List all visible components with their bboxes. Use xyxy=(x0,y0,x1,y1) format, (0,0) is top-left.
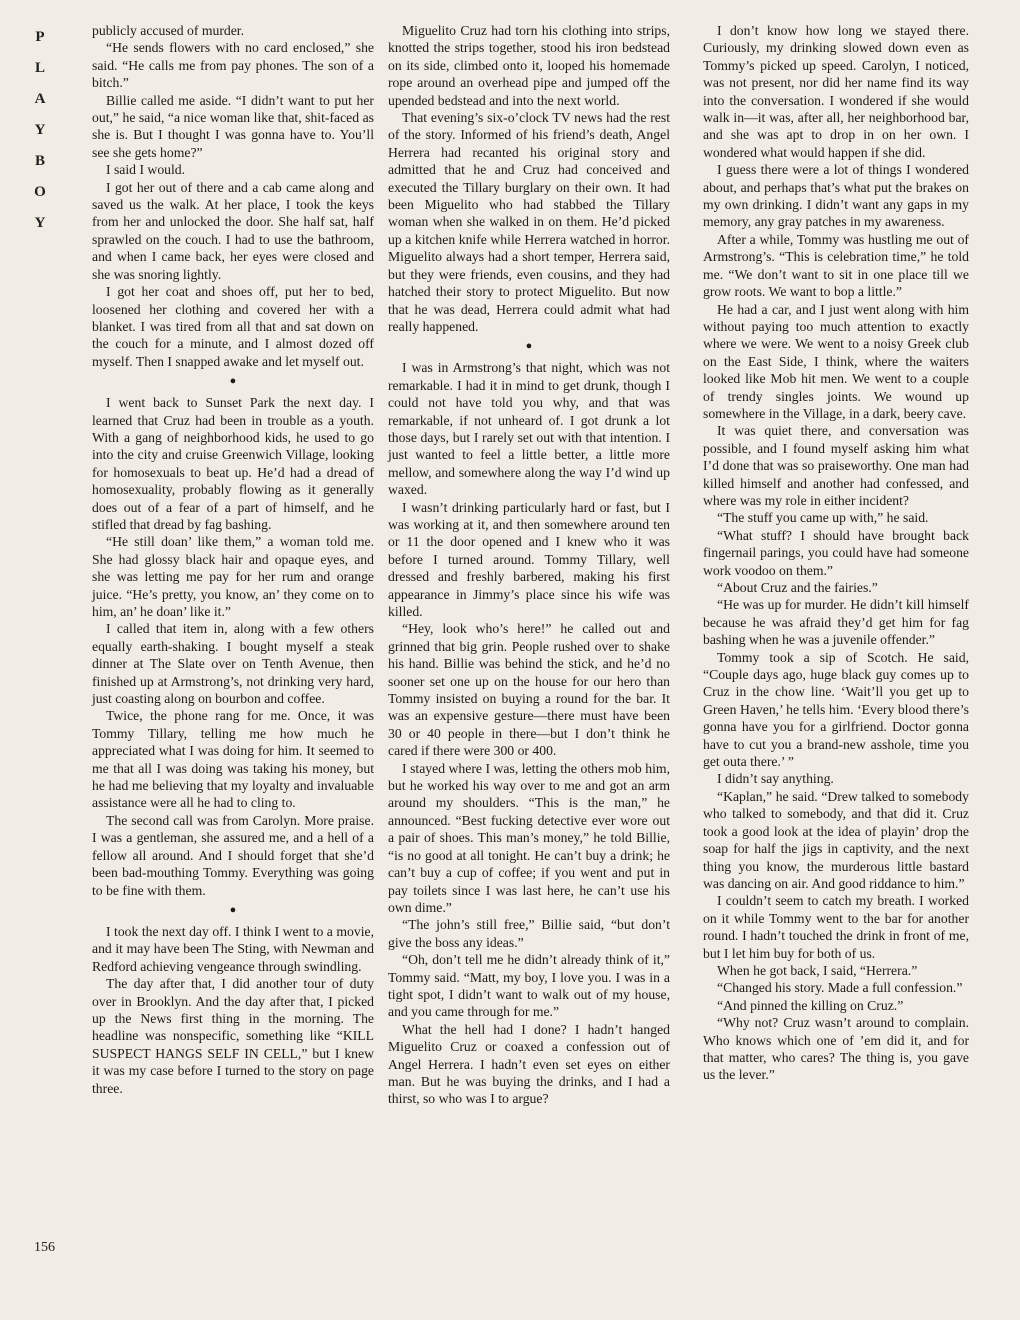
side-label-letter: L xyxy=(34,60,45,76)
article-paragraph: It was quiet there, and conversation was possible, and I found myself asking him what I’d done that was so praiseworthy. One man had killed himself and another had confessed, and where was my role in either incident? xyxy=(703,423,969,508)
section-break-bullet: ● xyxy=(229,903,237,916)
text-column-1 xyxy=(92,22,374,1097)
page-number: 156 xyxy=(34,1240,55,1255)
article-paragraph: That evening’s six-o’clock TV news had the rest of the story. Informed of his friend’s death, Angel Herrera had recanted his original story and admitted that he and Cruz had conceived and executed the Tillary burglary on their own. It had been Miguelito who had stabbed the Tillary woman when she walked in on them. He’d picked up a kitchen knife while Herrera watched in horror. Miguelito always had a short temper, Herrera said, but they were friends, even cousins, and they had hatched their story to protect Miguelito. But now that he was dead, Herrera could admit what had really happened. xyxy=(388,110,670,334)
article-paragraph: I wasn’t drinking particularly hard or fast, but I was working at it, and then somewhere around ten or 11 the door opened and I knew who it was before I turned around. Tommy Tillary, well dressed and freshly barbered, making his first appearance in Jimmy’s place since his wife was killed. xyxy=(388,499,670,619)
article-paragraph: After a while, Tommy was hustling me out of Armstrong’s. “This is celebration time,” he told me. “We don’t want to sit in one place till we grow roots. We want to bop a little.” xyxy=(703,231,969,300)
article-paragraph: “Hey, look who’s here!” he called out and grinned that big grin. People rushed over to shake his hand. Billie was behind the stick, and he’d no sooner set one up on the house for our hero than Tommy insisted on buying a round for the bar. It was an expensive gesture—there must have been 30 or 40 people in there—but I don’t think he cared if there were 300 or 400. xyxy=(388,621,670,759)
article-paragraph: I went back to Sunset Park the next day. I learned that Cruz had been in trouble as a youth. With a gang of neighborhood kids, he used to go into the city and cruise Greenwich Village, looking for homosexuals to beat up. He’d had a dread of homosexuality, probably flowing as it generally does out of a fear of a part of himself, and he stifled that dread by fag bashing. xyxy=(92,395,374,532)
text-column-2 xyxy=(388,22,670,1108)
side-label-letter: B xyxy=(34,153,45,169)
article-paragraph: The day after that, I did another tour of duty over in Brooklyn. And the day after that, I picked up the News first thing in the morning. The headline was nonspecific, something like “KILL SUSPECT HANGS SELF IN CELL,” but I knew it was my case before I turned to the story on page three. xyxy=(92,976,374,1096)
side-label-letter: Y xyxy=(34,122,46,138)
article-paragraph: I took the next day off. I think I went to a movie, and it may have been The Sting, with Newman and Redford achieving vengeance through swindling. xyxy=(92,923,374,974)
article-paragraph: “About Cruz and the fairies.” xyxy=(717,580,878,595)
article-paragraph: I didn’t say anything. xyxy=(717,771,834,787)
article-paragraph: Tommy took a sip of Scotch. He said, “Couple days ago, huge black guy comes up to Cruz in the chow line. ‘Wait’ll you get up to Green Haven,’ he tells him. ‘Every blood there’s gonna have you for a girlfriend. Doctor gonna have to cut you a brand-new asshole, time you get outa there.’ ” xyxy=(703,649,969,770)
article-paragraph: “Why not? Cruz wasn’t around to complain. Who knows which one of ’em did it, and for that matter, who cares? The thing is, you gave us the lever.” xyxy=(703,1015,969,1083)
article-paragraph: “The john’s still free,” Billie said, “but don’t give the boss any ideas.” xyxy=(388,917,670,950)
side-label-letter: A xyxy=(34,91,46,107)
article-paragraph: What the hell had I done? I hadn’t hanged Miguelito Cruz or coaxed a confession out of Angel Herrera. I hadn’t even set eyes on either man. But he was buying the drinks, and I had a thirst, so who was I to argue? xyxy=(388,1021,670,1107)
article-paragraph: I called that item in, along with a few others equally earth-shaking. I bought myself a steak dinner at The Slate over on Tenth Avenue, then finished up at Armstrong’s, not drinking very hard, just coasting along on bourbon and coffee. xyxy=(92,621,374,707)
article-paragraph: “Oh, don’t tell me he didn’t already think of it,” Tommy said. “Matt, my boy, I love you. I was in a tight spot, I didn’t want to walk out of my house, and you came through for me.” xyxy=(388,952,670,1020)
article-paragraph: I was in Armstrong’s that night, which was not remarkable. I had it in mind to get drunk, though I could not have told you why, and that was remarkable, if not unheard of. I got drunk a lot those days, but I rarely set out with that intention. I just wanted to feel a little better, a little more mellow, and somewhere along the way I’d wind up waxed. xyxy=(388,360,670,498)
side-label-letter: Y xyxy=(34,215,46,231)
article-paragraph: I got her coat and shoes off, put her to bed, loosened her clothing and covered her with a blanket. I was tired from all that and sat down on the couch for a minute, and I almost dozed off myself. Then I snapped awake and let myself out. xyxy=(92,284,374,369)
side-label-letter: O xyxy=(34,184,46,200)
article-paragraph: I guess there were a lot of things I wondered about, and perhaps that’s what put the brakes on my own drinking. I didn’t want any gaps in my memory, any gray patches in my awareness. xyxy=(703,162,969,230)
article-paragraph: “The stuff you came up with,” he said. xyxy=(717,510,929,526)
article-paragraph: publicly accused of murder. xyxy=(92,23,245,38)
article-paragraph: “Changed his story. Made a full confession.” xyxy=(717,980,963,996)
magazine-side-label xyxy=(30,22,50,239)
article-paragraph: “He still doan’ like them,” a woman told me. She had glossy black hair and opaque eyes, and she was letting me pay for her rum and orange juice. “He’s pretty, you know, an’ they come on to him, an’ he doan’ like it.” xyxy=(92,534,374,619)
article-paragraph: I said I would. xyxy=(106,162,186,178)
article-paragraph: “He was up for murder. He didn’t kill himself because he was afraid they’d get him for fag bashing when he was a juvenile offender.” xyxy=(703,597,969,648)
article-paragraph: Twice, the phone rang for me. Once, it was Tommy Tillary, telling me how much he appreciated what I was doing for him. It seemed to me that all I was doing was taking his money, but he had me believing that my loyalty and invaluable assistance were all he had to cling to. xyxy=(92,708,374,811)
article-paragraph: Billie called me aside. “I didn’t want to put her out,” he said, “a nice woman like that, shit-faced as she is. But I thought I was gonna have to. You’ll see she gets home?” xyxy=(92,92,374,160)
article-paragraph: When he got back, I said, “Herrera.” xyxy=(717,962,918,978)
article-paragraph: I got her out of there and a cab came along and saved us the walk. At her place, I took the keys from her and unlocked the door. She half sat, half sprawled on the couch. I had to use the bathroom, and when I came back, her eyes were closed and she was snoring lightly. xyxy=(92,179,374,282)
article-paragraph: I couldn’t seem to catch my breath. I worked on it while Tommy went to the bar for another round. I hadn’t touched the drink in front of me, but I let him buy for both of us. xyxy=(703,893,969,961)
text-column-3 xyxy=(703,22,969,1084)
article-paragraph: The second call was from Carolyn. More praise. I was a gentleman, she assured me, and a hell of a fellow all around. And I should forget that she’d been bad-mouthing Tommy. Everything was going to be fine with them. xyxy=(92,812,374,898)
section-break-bullet: ● xyxy=(229,375,237,388)
article-paragraph: Miguelito Cruz had torn his clothing into strips, knotted the strips together, stood his iron bedstead on its side, climbed onto it, looped his homemade rope around an overhead pipe and jumped off the upended bedstead and into the next world. xyxy=(388,23,670,108)
article-paragraph: I don’t know how long we stayed there. Curiously, my drinking slowed down even as Tommy’s picked up speed. Carolyn, I noticed, was not present, nor did her name find its way into the conversation. I wondered if she would walk in—it was, after all, her neighborhood bar, and she was apt to drop in on her own. I wondered what would happen if she did. xyxy=(703,23,969,160)
article-paragraph: “He sends flowers with no card enclosed,” she said. “He calls me from pay phones. The son of a bitch.” xyxy=(92,40,374,91)
article-paragraph: He had a car, and I just went along with him without paying too much attention to exactly where we were. We went to a noisy Greek club on the East Side, I think, where the waiters looked like Mob hit men. We went to a couple of trendy singles joints. We wound up somewhere in the Village, in a dark, beery cave. xyxy=(703,301,969,421)
side-label-letter: P xyxy=(35,29,45,45)
article-paragraph: “Kaplan,” he said. “Drew talked to somebody who talked to somebody, and that did it. Cruz took a good look at the idea of playin’ drop the soap for half the jigs in captivity, and the next thing you know, the murderous little bastard was dancing on air. And good riddance to him.” xyxy=(703,788,969,891)
article-paragraph: “And pinned the killing on Cruz.” xyxy=(717,997,904,1013)
article-paragraph: I stayed where I was, letting the others mob him, but he worked his way over to me and got an arm around my shoulders. “This is the man,” he announced. “Best fucking detective ever wore out a pair of shoes. This man’s money,” he told Billie, “is no good at all tonight. He can’t buy a drink; he can’t buy a cup of coffee; if you went and put in pay toilets since I was last here, he can’t use his own dime.” xyxy=(388,760,670,915)
section-break-bullet: ● xyxy=(525,340,533,353)
article-paragraph: “What stuff? I should have brought back fingernail parings, you could have had someone work voodoo on them.” xyxy=(703,527,969,578)
